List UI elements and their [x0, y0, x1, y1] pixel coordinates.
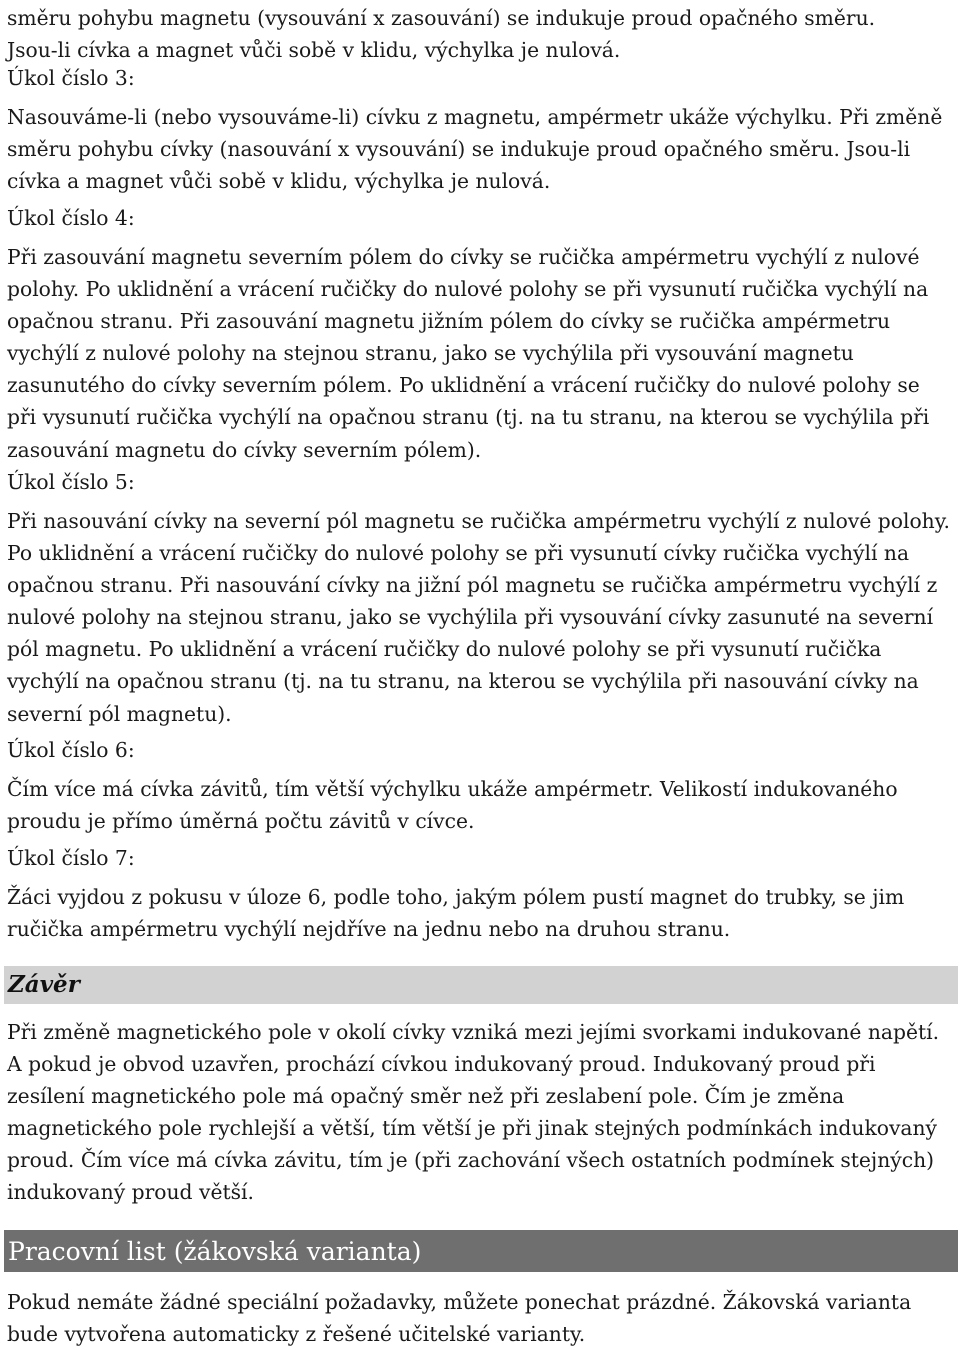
conclusion-title: Závěr	[8, 971, 80, 998]
worksheet-heading-bar	[4, 1230, 958, 1272]
conclusion-heading-bar	[4, 966, 958, 1004]
task-6-heading: Úkol číslo 6:	[7, 738, 135, 762]
task-6-text: Čím více má cívka závitů, tím větší výchylku ukáže ampérmetr. Velikostí indukovaného proudu je přímo úměrná počtu závitů v cívce.	[7, 777, 898, 834]
worksheet-text: Pokud nemáte žádné speciální požadavky, můžete ponechat prázdné. Žákovská varianta bude vytvořena automaticky z řešené učitelské varianty.	[7, 1290, 912, 1347]
task-7-text: Žáci vyjdou z pokusu v úloze 6, podle toho, jakým pólem pustí magnet do trubky, se jim ručička ampérmetru vychýlí nejdříve na jednu nebo na druhou stranu.	[7, 885, 905, 942]
intro-paragraph	[7, 2, 952, 66]
intro-line-2: Jsou-li cívka a magnet vůči sobě v klidu, výchylka je nulová.	[7, 38, 621, 63]
task-3-heading: Úkol číslo 3:	[7, 66, 135, 90]
task-3-text: Nasouváme-li (nebo vysouváme-li) cívku z magnetu, ampérmetr ukáže výchylku. Při změně směru pohybu cívky (nasouvání x vysouvání) se indukuje proud opačného směru. Jsou-li cívka a magnet vůči sobě v klidu, výchylka je nulová.	[7, 105, 943, 194]
task-4-heading: Úkol číslo 4:	[7, 206, 135, 230]
task-4-text: Při zasouvání magnetu severním pólem do cívky se ručička ampérmetru vychýlí z nulové polohy. Po uklidnění a vrácení ručičky do nulové polohy se při vysunutí ručička vychýlí na opačnou stranu. Při zasouvání magnetu jižním pólem do cívky se ručička ampérmetru vychýlí z nulové polohy na stejnou stranu, jako se vychýlila při vysouvání magnetu zasunutého do cívky severním pólem. Po uklidnění a vrácení ručičky do nulové polohy se při vysunutí ručička vychýlí na opačnou stranu (tj. na tu stranu, na kterou se vychýlila při zasouvání magnetu do cívky severním pólem).	[7, 245, 930, 462]
worksheet-title: Pracovní list (žákovská varianta)	[8, 1237, 422, 1266]
intro-line-1: směru pohybu magnetu (vysouvání x zasouvání) se indukuje proud opačného směru.	[7, 6, 876, 30]
task-5-text: Při nasouvání cívky na severní pól magnetu se ručička ampérmetru vychýlí z nulové polohy. Po uklidnění a vrácení ručičky do nulové polohy se při vysunutí cívky ručička vychýlí na opačnou stranu. Při nasouvání cívky na jižní pól magnetu se ručička ampérmetru vychýlí z nulové polohy na stejnou stranu, jako se vychýlila při vysouvání cívky zasunuté na severní pól magnetu. Po uklidnění a vrácení ručičky do nulové polohy se při vysunutí ručička vychýlí na opačnou stranu (tj. na tu stranu, na kterou se vychýlila při nasouvání cívky na severní pól magnetu).	[7, 509, 950, 726]
conclusion-text: Při změně magnetického pole v okolí cívky vzniká mezi jejími svorkami indukované napětí. A pokud je obvod uzavřen, prochází cívkou indukovaný proud. Indukovaný proud při zesílení magnetického pole má opačný směr než při zeslabení pole. Čím je změna magnetického pole rychlejší a větší, tím větší je při jinak stejných podmínkách indukovaný proud. Čím více má cívka závitu, tím je (při zachování všech ostatních podmínek stejných) indukovaný proud větší.	[7, 1020, 940, 1205]
task-5-heading: Úkol číslo 5:	[7, 470, 135, 494]
task-7-heading: Úkol číslo 7:	[7, 846, 135, 870]
